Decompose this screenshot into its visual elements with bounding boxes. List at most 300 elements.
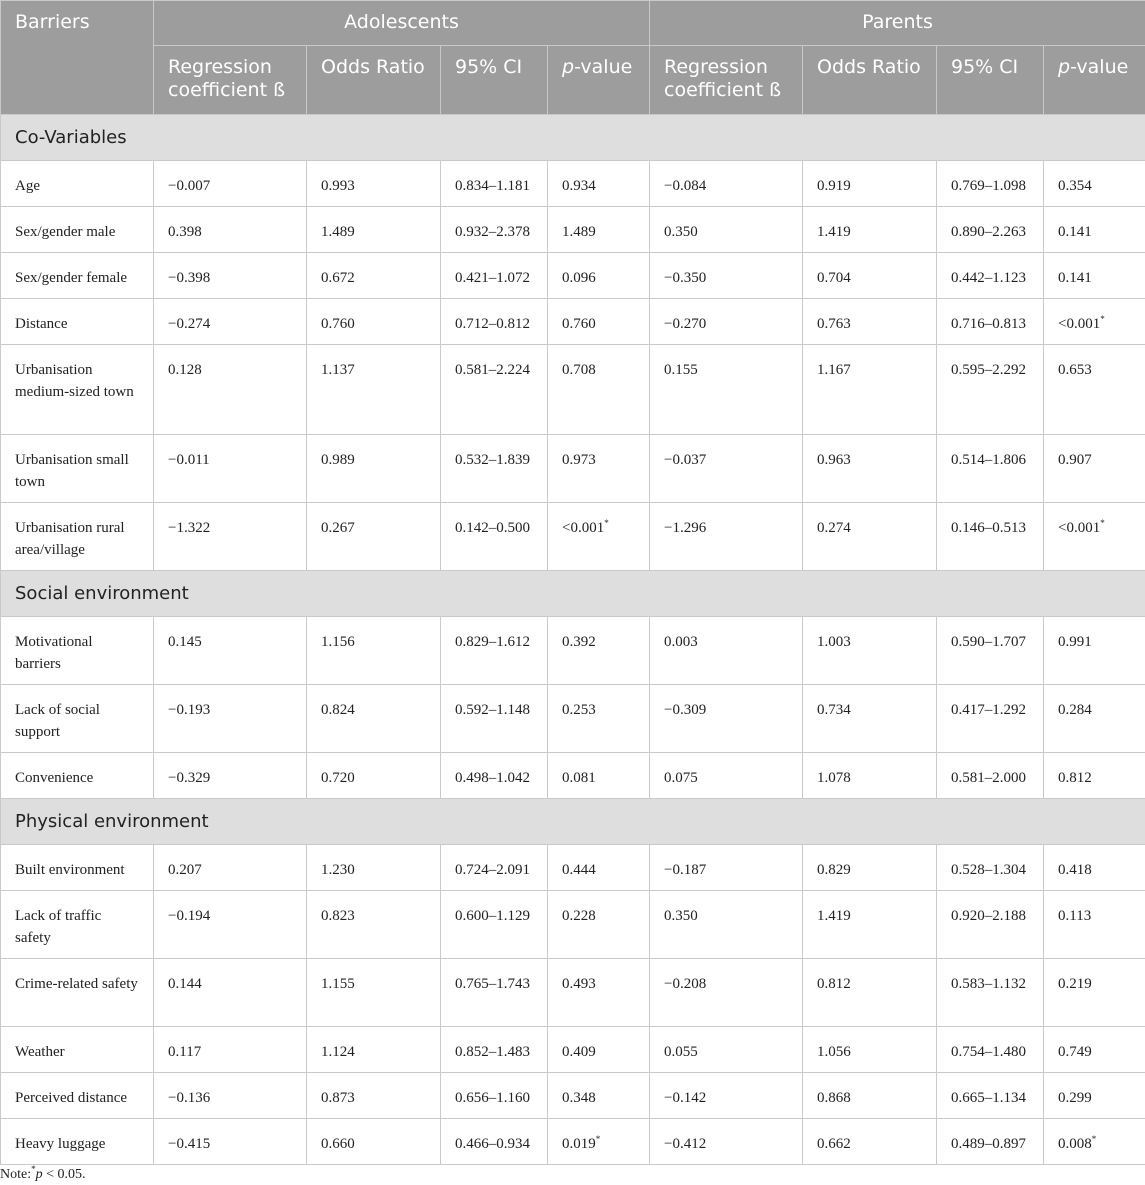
cell-value: −0.398: [168, 270, 211, 286]
table-cell: [803, 253, 937, 299]
table-cell: [803, 617, 937, 685]
cell-value: 0.852–1.483: [455, 1044, 530, 1060]
cell-value: −0.084: [664, 178, 707, 194]
table-row: [1, 253, 1145, 299]
table-cell: [937, 1027, 1044, 1073]
cell-value: −0.193: [168, 702, 211, 718]
parents-p-value-header: [1044, 46, 1145, 115]
cell-value: 0.973: [562, 452, 596, 468]
table-cell: [307, 503, 441, 571]
cell-value: 0.656–1.160: [455, 1090, 530, 1106]
parents-header: Parents: [650, 1, 1145, 46]
barrier-label: Urbanisation small town: [1, 435, 154, 503]
cell-value: −0.350: [664, 270, 707, 286]
table-cell: [441, 299, 548, 345]
cell-value: 0.008: [1058, 1136, 1092, 1152]
table-cell: [307, 1073, 441, 1119]
cell-value: −0.329: [168, 770, 211, 786]
table-cell: [937, 891, 1044, 959]
table-cell: [548, 161, 650, 207]
table-cell: [937, 253, 1044, 299]
table-cell: [548, 1073, 650, 1119]
significance-mark: *: [31, 1164, 36, 1174]
cell-value: 0.595–2.292: [951, 362, 1026, 378]
cell-value: 0.128: [168, 362, 202, 378]
table-cell: [1044, 207, 1145, 253]
cell-value: −0.270: [664, 316, 707, 332]
table-cell: [1044, 685, 1145, 753]
cell-value: 0.765–1.743: [455, 976, 530, 992]
table-row: [1, 345, 1145, 435]
cell-value: −0.412: [664, 1136, 707, 1152]
barrier-label: Lack of traffic safety: [1, 891, 154, 959]
table-cell: [441, 1119, 548, 1165]
table-cell: [650, 503, 803, 571]
cell-value: 0.081: [562, 770, 596, 786]
cell-value: 0.824: [321, 702, 355, 718]
cell-value: 0.890–2.263: [951, 224, 1026, 240]
cell-value: 0.253: [562, 702, 596, 718]
table-cell: [154, 253, 307, 299]
table-cell: [307, 685, 441, 753]
barrier-label: Urbanisation medium-sized town: [1, 345, 154, 435]
table-cell: [307, 891, 441, 959]
table-cell: [650, 1119, 803, 1165]
cell-value: −0.007: [168, 178, 211, 194]
table-cell: [154, 435, 307, 503]
cell-value: 0.418: [1058, 862, 1092, 878]
barrier-label: Crime-related safety: [1, 959, 154, 1027]
table-cell: [307, 207, 441, 253]
table-cell: [154, 1027, 307, 1073]
adolescents-odds-ratio-header: Odds Ratio: [307, 46, 441, 115]
table-cell: [937, 1073, 1044, 1119]
table-cell: [803, 1073, 937, 1119]
cell-value: 0.145: [168, 634, 202, 650]
table-cell: [154, 845, 307, 891]
significance-mark: *: [604, 518, 609, 528]
table-cell: [803, 299, 937, 345]
table-cell: [441, 685, 548, 753]
cell-value: 0.409: [562, 1044, 596, 1060]
cell-value: 0.284: [1058, 702, 1092, 718]
cell-value: 0.749: [1058, 1044, 1092, 1060]
p-italic: p: [1058, 56, 1071, 78]
table-header: [1, 1, 1145, 115]
table-cell: [937, 207, 1044, 253]
cell-value: −1.322: [168, 520, 211, 536]
table-cell: [154, 503, 307, 571]
table-cell: [650, 617, 803, 685]
table-row: [1, 299, 1145, 345]
table-cell: [650, 891, 803, 959]
barrier-label: Sex/gender female: [1, 253, 154, 299]
cell-value: 1.155: [321, 976, 355, 992]
note-text: < 0.05.: [42, 1167, 86, 1182]
cell-value: 0.142–0.500: [455, 520, 530, 536]
cell-value: 0.760: [321, 316, 355, 332]
cell-value: <0.001: [562, 520, 605, 536]
cell-value: 0.583–1.132: [951, 976, 1026, 992]
cell-value: 1.230: [321, 862, 355, 878]
table-cell: [650, 959, 803, 1027]
cell-value: 0.466–0.934: [455, 1136, 530, 1152]
cell-value: 0.528–1.304: [951, 862, 1026, 878]
table-cell: [650, 685, 803, 753]
cell-value: 0.141: [1058, 270, 1092, 286]
cell-value: 0.716–0.813: [951, 316, 1026, 332]
table-cell: [154, 1073, 307, 1119]
barrier-label: Age: [1, 161, 154, 207]
table-cell: [307, 959, 441, 1027]
cell-value: −0.194: [168, 908, 211, 924]
table-row: [1, 161, 1145, 207]
table-cell: [154, 685, 307, 753]
barrier-label: Built environment: [1, 845, 154, 891]
table-row: [1, 685, 1145, 753]
cell-value: 0.829: [817, 862, 851, 878]
cell-value: 1.419: [817, 224, 851, 240]
cell-value: 0.055: [664, 1044, 698, 1060]
cell-value: −0.187: [664, 862, 707, 878]
cell-value: 1.124: [321, 1044, 355, 1060]
table-cell: [650, 753, 803, 799]
section-title: Physical environment: [1, 799, 1145, 845]
table-cell: [154, 959, 307, 1027]
cell-value: 0.754–1.480: [951, 1044, 1026, 1060]
table-cell: [1044, 753, 1145, 799]
table-cell: [548, 753, 650, 799]
table-row: [1, 753, 1145, 799]
cell-value: −0.208: [664, 976, 707, 992]
table-cell: [548, 503, 650, 571]
cell-value: 0.963: [817, 452, 851, 468]
table-cell: [803, 161, 937, 207]
cell-value: 0.769–1.098: [951, 178, 1026, 194]
barrier-label: Distance: [1, 299, 154, 345]
table-cell: [307, 1027, 441, 1073]
cell-value: 0.920–2.188: [951, 908, 1026, 924]
cell-value: 0.348: [562, 1090, 596, 1106]
table-cell: [937, 617, 1044, 685]
cell-value: 0.207: [168, 862, 202, 878]
value-suffix: -value: [574, 56, 633, 78]
table-cell: [937, 1119, 1044, 1165]
table-row: [1, 503, 1145, 571]
cell-value: 1.419: [817, 908, 851, 924]
cell-value: 0.672: [321, 270, 355, 286]
cell-value: 0.665–1.134: [951, 1090, 1026, 1106]
table-cell: [441, 1073, 548, 1119]
table-cell: [154, 1119, 307, 1165]
adolescents-header: Adolescents: [154, 1, 650, 46]
cell-value: 0.498–1.042: [455, 770, 530, 786]
cell-value: 0.350: [664, 908, 698, 924]
table-cell: [307, 345, 441, 435]
table-cell: [1044, 435, 1145, 503]
cell-value: 0.734: [817, 702, 851, 718]
table-cell: [441, 503, 548, 571]
cell-value: 0.514–1.806: [951, 452, 1026, 468]
table-cell: [441, 345, 548, 435]
barrier-label: Motivational barriers: [1, 617, 154, 685]
table-cell: [441, 891, 548, 959]
table-cell: [154, 207, 307, 253]
cell-value: 0.712–0.812: [455, 316, 530, 332]
cell-value: 1.489: [562, 224, 596, 240]
table-cell: [650, 1073, 803, 1119]
table-cell: [307, 1119, 441, 1165]
cell-value: 0.812: [1058, 770, 1092, 786]
significance-mark: *: [595, 1134, 601, 1144]
table-cell: [1044, 253, 1145, 299]
table-cell: [548, 959, 650, 1027]
cell-value: 0.144: [168, 976, 202, 992]
section-row: [1, 115, 1145, 161]
table-cell: [307, 299, 441, 345]
table-cell: [307, 161, 441, 207]
cell-value: 0.019: [562, 1136, 596, 1152]
parents-odds-ratio-header: Odds Ratio: [803, 46, 937, 115]
cell-value: 0.724–2.091: [455, 862, 530, 878]
cell-value: 0.812: [817, 976, 851, 992]
cell-value: 0.117: [168, 1044, 202, 1060]
cell-value: 0.708: [562, 362, 596, 378]
table-cell: [441, 207, 548, 253]
cell-value: −0.415: [168, 1136, 211, 1152]
cell-value: 0.907: [1058, 452, 1092, 468]
table-row: [1, 617, 1145, 685]
table-cell: [937, 435, 1044, 503]
barrier-label: Sex/gender male: [1, 207, 154, 253]
cell-value: −0.309: [664, 702, 707, 718]
cell-value: 0.113: [1058, 908, 1092, 924]
table-cell: [307, 617, 441, 685]
table-cell: [937, 845, 1044, 891]
cell-value: 0.581–2.224: [455, 362, 530, 378]
table-cell: [650, 845, 803, 891]
table-cell: [650, 253, 803, 299]
table-row: [1, 1027, 1145, 1073]
cell-value: 0.873: [321, 1090, 355, 1106]
cell-value: 0.354: [1058, 178, 1092, 194]
cell-value: 0.398: [168, 224, 202, 240]
table-cell: [803, 207, 937, 253]
cell-value: −0.011: [168, 452, 210, 468]
cell-value: 0.489–0.897: [951, 1136, 1026, 1152]
table-cell: [548, 345, 650, 435]
table-footnote: [0, 1164, 86, 1183]
cell-value: 0.141: [1058, 224, 1092, 240]
table-cell: [937, 161, 1044, 207]
table-cell: [1044, 1027, 1145, 1073]
section-row: [1, 571, 1145, 617]
cell-value: <0.001: [1058, 520, 1101, 536]
cell-value: 1.056: [817, 1044, 851, 1060]
table-cell: [803, 753, 937, 799]
table-cell: [650, 345, 803, 435]
table-cell: [803, 345, 937, 435]
cell-value: 0.600–1.129: [455, 908, 530, 924]
table-cell: [1044, 959, 1145, 1027]
note-p: p: [35, 1167, 43, 1182]
cell-value: 0.493: [562, 976, 596, 992]
table-cell: [548, 891, 650, 959]
significance-mark: *: [1091, 1134, 1097, 1144]
table-cell: [803, 1027, 937, 1073]
table-cell: [803, 435, 937, 503]
table-cell: [307, 435, 441, 503]
table-cell: [307, 753, 441, 799]
table-row: [1, 435, 1145, 503]
barrier-label: Heavy luggage: [1, 1119, 154, 1165]
table-cell: [548, 253, 650, 299]
section-row: [1, 799, 1145, 845]
table-cell: [154, 345, 307, 435]
cell-value: 0.991: [1058, 634, 1092, 650]
table-cell: [803, 685, 937, 753]
table-cell: [937, 685, 1044, 753]
table-cell: [650, 1027, 803, 1073]
table-cell: [1044, 845, 1145, 891]
table-cell: [937, 299, 1044, 345]
barrier-label: Urbanisation rural area/village: [1, 503, 154, 571]
cell-value: 0.720: [321, 770, 355, 786]
table-cell: [548, 207, 650, 253]
cell-value: 0.267: [321, 520, 355, 536]
table-cell: [803, 845, 937, 891]
table-body: [1, 115, 1145, 1165]
table-cell: [650, 207, 803, 253]
cell-value: <0.001: [1058, 316, 1101, 332]
barrier-label: Convenience: [1, 753, 154, 799]
barrier-label: Lack of social support: [1, 685, 154, 753]
table-cell: [1044, 617, 1145, 685]
table-cell: [937, 503, 1044, 571]
parents-ci-header: 95% CI: [937, 46, 1044, 115]
cell-value: 1.137: [321, 362, 355, 378]
cell-value: 0.392: [562, 634, 596, 650]
significance-mark: *: [1100, 518, 1105, 528]
cell-value: 0.444: [562, 862, 596, 878]
table-cell: [548, 845, 650, 891]
cell-value: 0.274: [817, 520, 851, 536]
parents-coefficient-header: Regression coefficient ß: [650, 46, 803, 115]
table-cell: [441, 253, 548, 299]
cell-value: 0.146–0.513: [951, 520, 1026, 536]
table-cell: [803, 891, 937, 959]
cell-value: 0.823: [321, 908, 355, 924]
table-row: [1, 891, 1145, 959]
cell-value: 0.592–1.148: [455, 702, 530, 718]
cell-value: 0.350: [664, 224, 698, 240]
barrier-label: Weather: [1, 1027, 154, 1073]
table-cell: [650, 435, 803, 503]
cell-value: 0.868: [817, 1090, 851, 1106]
cell-value: −1.296: [664, 520, 707, 536]
table-cell: [548, 435, 650, 503]
table-cell: [307, 253, 441, 299]
adolescents-ci-header: 95% CI: [441, 46, 548, 115]
cell-value: 0.989: [321, 452, 355, 468]
cell-value: 1.489: [321, 224, 355, 240]
table-cell: [154, 161, 307, 207]
adolescents-p-value-header: [548, 46, 650, 115]
cell-value: −0.037: [664, 452, 707, 468]
table-cell: [548, 685, 650, 753]
table-cell: [154, 617, 307, 685]
table-cell: [803, 503, 937, 571]
table-cell: [1044, 1073, 1145, 1119]
cell-value: −0.274: [168, 316, 211, 332]
cell-value: 0.003: [664, 634, 698, 650]
table-cell: [441, 1027, 548, 1073]
cell-value: 0.919: [817, 178, 851, 194]
table-cell: [548, 1027, 650, 1073]
table-cell: [1044, 891, 1145, 959]
cell-value: 0.763: [817, 316, 851, 332]
cell-value: 0.219: [1058, 976, 1092, 992]
table-cell: [441, 161, 548, 207]
table-cell: [548, 617, 650, 685]
table-row: [1, 1073, 1145, 1119]
cell-value: 0.442–1.123: [951, 270, 1026, 286]
significance-mark: *: [1100, 314, 1105, 324]
cell-value: 0.993: [321, 178, 355, 194]
table-cell: [154, 299, 307, 345]
cell-value: 0.228: [562, 908, 596, 924]
p-italic: p: [562, 56, 575, 78]
cell-value: 0.829–1.612: [455, 634, 530, 650]
cell-value: 0.653: [1058, 362, 1092, 378]
cell-value: 0.662: [817, 1136, 851, 1152]
table-cell: [803, 959, 937, 1027]
table-cell: [548, 299, 650, 345]
cell-value: 1.167: [817, 362, 851, 378]
note-prefix: Note:: [0, 1167, 32, 1182]
value-suffix: -value: [1070, 56, 1129, 78]
adolescents-coefficient-header: Regression coefficient ß: [154, 46, 307, 115]
cell-value: 0.660: [321, 1136, 355, 1152]
cell-value: −0.142: [664, 1090, 707, 1106]
table-cell: [441, 959, 548, 1027]
cell-value: −0.136: [168, 1090, 211, 1106]
table-cell: [441, 617, 548, 685]
cell-value: 0.581–2.000: [951, 770, 1026, 786]
table-cell: [154, 891, 307, 959]
table-cell: [307, 845, 441, 891]
section-title: Social environment: [1, 571, 1145, 617]
table-cell: [1044, 299, 1145, 345]
cell-value: 0.834–1.181: [455, 178, 530, 194]
table-row: [1, 1119, 1145, 1165]
table-cell: [1044, 503, 1145, 571]
cell-value: 0.421–1.072: [455, 270, 530, 286]
table-row: [1, 207, 1145, 253]
table-cell: [1044, 1119, 1145, 1165]
table-cell: [1044, 345, 1145, 435]
table-cell: [441, 845, 548, 891]
cell-value: 0.155: [664, 362, 698, 378]
cell-value: 0.590–1.707: [951, 634, 1026, 650]
table-cell: [937, 959, 1044, 1027]
cell-value: 1.156: [321, 634, 355, 650]
table-cell: [1044, 161, 1145, 207]
cell-value: 0.704: [817, 270, 851, 286]
cell-value: 0.096: [562, 270, 596, 286]
cell-value: 0.532–1.839: [455, 452, 530, 468]
cell-value: 0.934: [562, 178, 596, 194]
